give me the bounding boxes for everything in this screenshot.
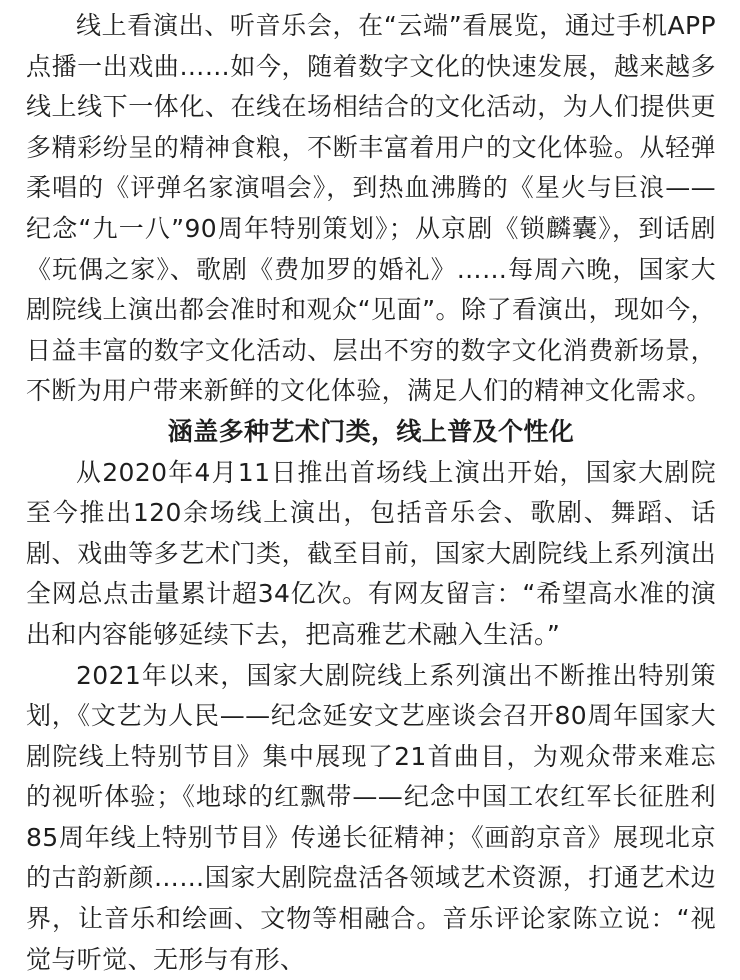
paragraph-special-programs-text: 2021年以来，国家大剧院线上系列演出不断推出特别策划，《文艺为人民——纪念延安文艺座谈会召开80周年国家大剧院线上特别节目》集中展现了21首曲目，为观众带来难忘的视听体验；《地球的红飘带——纪念中国工农红军长征胜利85周年线上特别节目》传递长征精神；《画韵京音》展现北京的古韵新颜……国家大剧院盘活各领域艺术资源，打通艺术边界，让音乐和绘画、文物等相融合。 [26, 661, 716, 934]
article-body [26, 6, 716, 980]
paragraph-critic-quote-partial: 音乐评论家陈立说：“视觉与听觉、无形与有形、 [26, 904, 716, 974]
paragraph-special-programs [26, 656, 716, 980]
section-heading: 涵盖多种艺术门类，线上普及个性化 [26, 412, 716, 453]
paragraph-online-performances: 从2020年4月11日推出首场线上演出开始，国家大剧院至今推出120余场线上演出，包括音乐会、歌剧、舞蹈、话剧、戏曲等多艺术门类，截至目前，国家大剧院线上系列演出全网总点击量累计超34亿次。有网友留言：“希望高水准的演出和内容能够延续下去，把高雅艺术融入生活。” [26, 453, 716, 656]
paragraph-intro: 线上看演出、听音乐会，在“云端”看展览，通过手机APP点播一出戏曲……如今，随着数字文化的快速发展，越来越多线上线下一体化、在线在场相结合的文化活动，为人们提供更多精彩纷呈的精神食粮，不断丰富着用户的文化体验。从轻弹柔唱的《评弹名家演唱会》，到热血沸腾的《星火与巨浪——纪念“九一八”90周年特别策划》；从京剧《锁麟囊》，到话剧《玩偶之家》、歌剧《费加罗的婚礼》……每周六晚，国家大剧院线上演出都会准时和观众“见面”。除了看演出，现如今，日益丰富的数字文化活动、层出不穷的数字文化消费新场景，不断为用户带来新鲜的文化体验，满足人们的精神文化需求。 [26, 6, 716, 412]
